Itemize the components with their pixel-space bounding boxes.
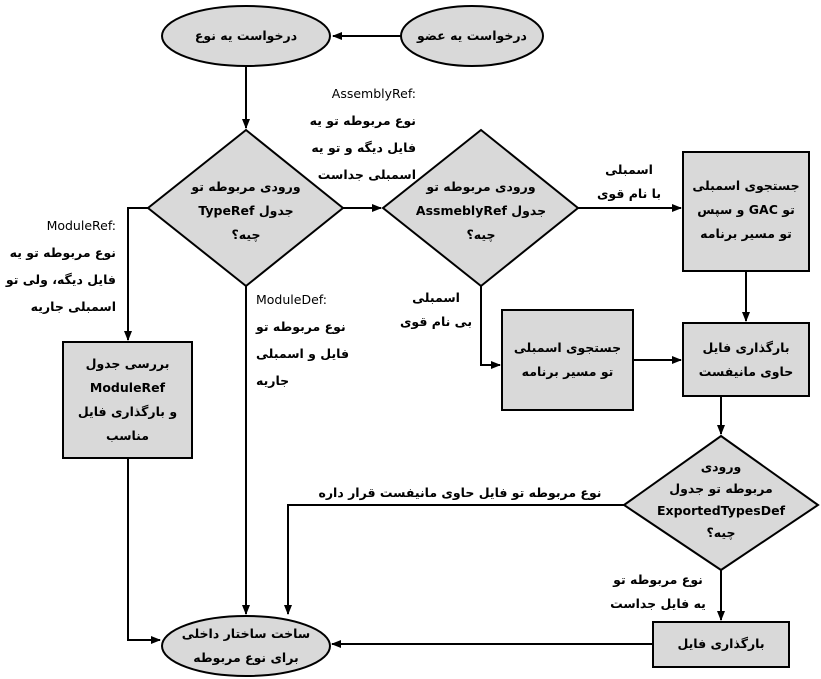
load-file-label: بارگذاری فایل bbox=[677, 636, 765, 651]
in-manifest-edge-label: نوع مربوطه تو فایل حاوی مانیفست قرار داره bbox=[318, 485, 602, 500]
typeref-decision-label: ورودی مربوطه تو جدول TypeRef چیه؟ bbox=[191, 179, 301, 242]
arrow-exportedtypes-to-build bbox=[288, 505, 624, 614]
moduledef-edge-label: ModuleDef: نوع مربوطه تو فایل و اسمبلی جاریه bbox=[256, 292, 350, 388]
moduleref-edge-label: ModuleRef: نوع مربوطه تو یه فایل دیگه، ولی تو اسمبلی جاریه bbox=[5, 218, 116, 314]
type-request-label: درخواست یه نوع bbox=[194, 28, 298, 43]
separate-file-edge-label: نوع مربوطه تو یه فایل جداست bbox=[610, 572, 706, 611]
moduleref-check-label: بررسی جدول ModuleRef و بارگذاری فایل مناسب bbox=[77, 356, 178, 443]
load-manifest-label: بارگذاری فایل حاوی مانیفست bbox=[698, 340, 794, 379]
arrow-assemblyref-to-apppath bbox=[481, 286, 500, 365]
weak-name-edge-label: اسمبلی بی نام قوی bbox=[399, 290, 473, 329]
exportedtypes-decision-label: ورودی مربوطه تو جدول ExportedTypesDef چیه؟ bbox=[656, 459, 786, 540]
arrow-typeref-to-moduleref bbox=[128, 208, 148, 340]
assemblyref-decision-label: ورودی مربوطه تو جدول AssmeblyRef چیه؟ bbox=[415, 179, 547, 242]
app-path-search-label: جستجوی اسمبلی تو مسیر برنامه bbox=[513, 340, 622, 379]
arrow-moduleref-to-build bbox=[128, 458, 160, 640]
gac-search-label: جستجوی اسمبلی تو GAC و سپس تو مسیر برنامه bbox=[692, 178, 800, 241]
member-request-label: درخواست یه عضو bbox=[417, 28, 527, 43]
assemblyref-edge-label: AssemblyRef: نوع مربوطه تو یه فایل دیگه و تو یه اسمبلی جداست bbox=[309, 86, 416, 182]
strong-name-edge-label: اسمبلی با نام قوی bbox=[596, 162, 662, 201]
build-type-label: ساخت ساختار داخلی برای نوع مربوطه bbox=[181, 626, 311, 665]
